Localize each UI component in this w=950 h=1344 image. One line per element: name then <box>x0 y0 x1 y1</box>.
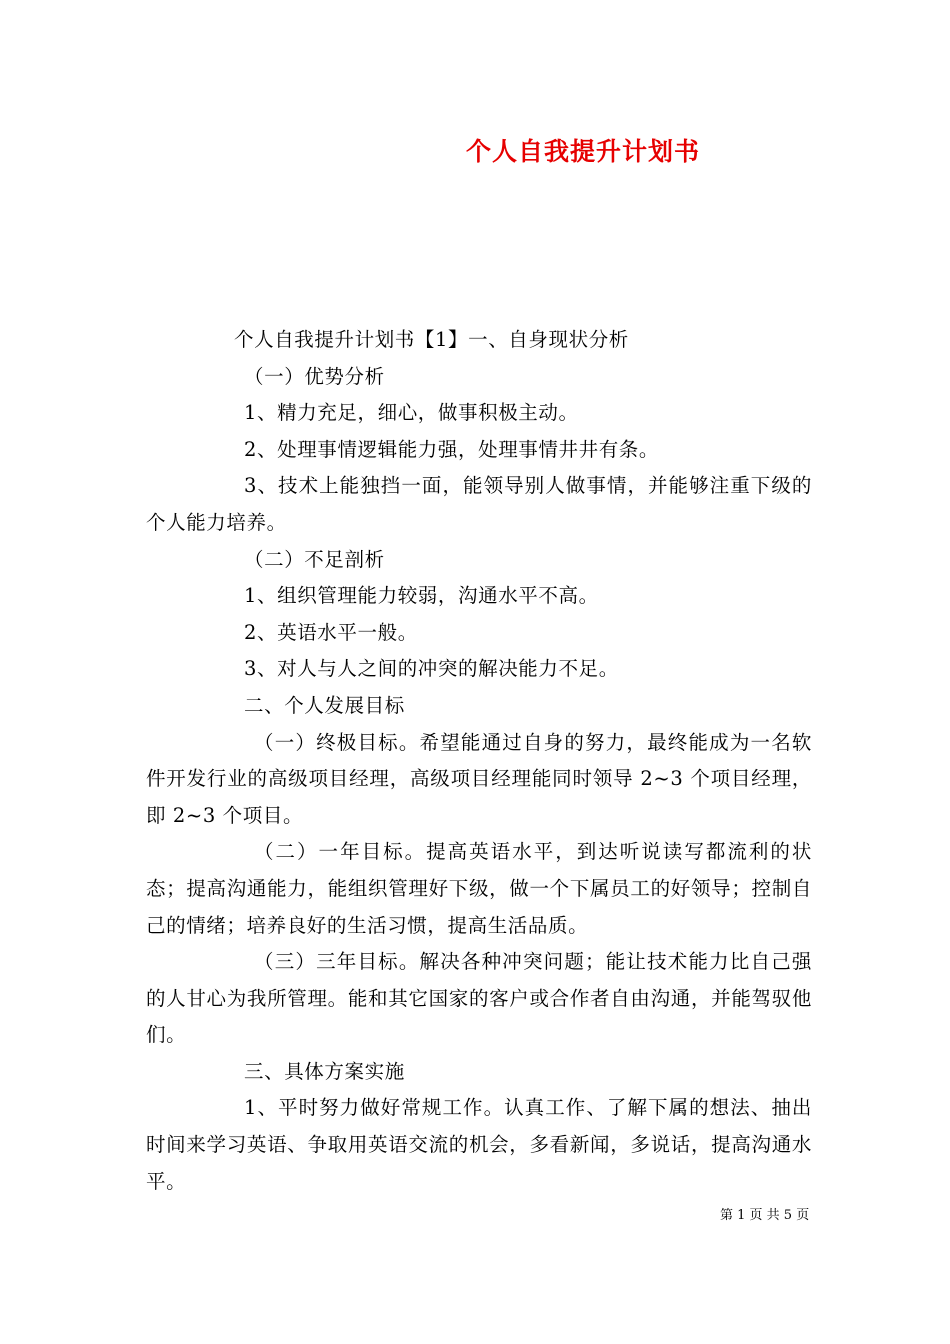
paragraph-8: 2、英语水平一般。 <box>244 620 418 644</box>
paragraph-7: 1、组织管理能力较弱，沟通水平不高。 <box>244 584 599 608</box>
paragraph-5: 3、技术上能独挡一面，能领导别人做事情，并能够注重下级的个人能力培养。 <box>146 474 812 534</box>
paragraph-3: 1、精力充足，细心，做事积极主动。 <box>244 401 579 425</box>
paragraph-4: 2、处理事情逻辑能力强，处理事情井井有条。 <box>244 437 660 461</box>
document-body <box>146 322 812 1200</box>
paragraph-12: （二）一年目标。提高英语水平，到达听说读写都流利的状态；提高沟通能力，能组织管理好下级，做一个下属员工的好领导；控制自己的情绪；培养良好的生活习惯，提高生活品质。 <box>146 840 812 937</box>
paragraph-14: 三、具体方案实施 <box>244 1059 405 1083</box>
paragraph-2: （一）优势分析 <box>244 364 385 388</box>
document-title: 个人自我提升计划书 <box>465 137 700 166</box>
paragraph-11: （一）终极目标。希望能通过自身的努力，最终能成为一名软件开发行业的高级项目经理，高级项目经理能同时领导 2~3 个项目经理，即 2~3 个项目。 <box>146 730 812 827</box>
page-number-footer: 第 1 页 共 5 页 <box>720 1208 810 1223</box>
paragraph-9: 3、对人与人之间的冲突的解决能力不足。 <box>244 657 619 681</box>
paragraph-10: 二、个人发展目标 <box>244 693 405 717</box>
paragraph-13: （三）三年目标。解决各种冲突问题；能让技术能力比自己强的人甘心为我所管理。能和其它国家的客户或合作者自由沟通，并能驾驭他们。 <box>146 950 812 1047</box>
paragraph-15: 1、平时努力做好常规工作。认真工作、了解下属的想法、抽出时间来学习英语、争取用英语交流的机会，多看新闻，多说话，提高沟通水平。 <box>146 1096 812 1193</box>
paragraph-1: 个人自我提升计划书【1】一、自身现状分析 <box>234 328 629 351</box>
paragraph-6: （二）不足剖析 <box>244 547 385 571</box>
